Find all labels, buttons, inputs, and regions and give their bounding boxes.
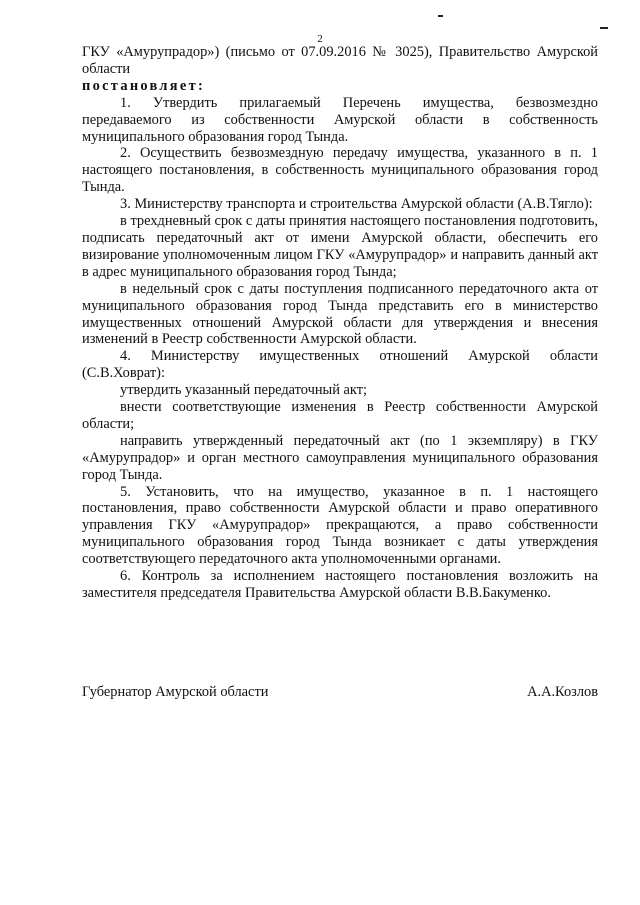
paragraph-5: 5. Установить, что на имущество, указанное в п. 1 настоящего постановления, право собственности Амурской области и право оперативного управления ГКУ «Амурупрадор» прекращаются, а право собственности муниципального образования город Тында возникает с даты утверждения соответствующего передаточного акта уполномоченными органами. xyxy=(82,483,598,568)
paragraph-4: 4. Министерству имущественных отношений Амурской области (С.В.Ховрат): xyxy=(82,348,598,382)
paragraph-3-item-2: в недельный срок с даты поступления подписанного передаточного акта от муниципального образования город Тында представить его в министерство имущественных отношений Амурской области для утверждения и внесения изменений в Реестр собственности Амурской области. xyxy=(82,280,598,348)
paragraph-4-item-1: утвердить указанный передаточный акт; xyxy=(120,382,367,399)
scan-mark-top-center xyxy=(438,15,443,17)
lead-in-text: ГКУ «Амурупрадор») (письмо от 07.09.2016 № 3025), Правительство Амурской области xyxy=(82,44,598,77)
signatory-title: Губернатор Амурской области xyxy=(82,684,269,700)
signatory-name: А.А.Козлов xyxy=(527,684,598,700)
paragraph-2: 2. Осуществить безвозмездную передачу имущества, указанного в п. 1 настоящего постановления, в собственность муниципального образования город Тында. xyxy=(82,145,598,196)
paragraph-1: 1. Утвердить прилагаемый Перечень имущества, безвозмездно передаваемого из собственности Амурской области в собственность муниципального образования город Тында. xyxy=(82,94,598,145)
page-number: 2 xyxy=(317,33,323,45)
paragraph-3-item-1: в трехдневный срок с даты принятия настоящего постановления подготовить, подписать передаточный акт от имени Амурской области, обеспечить его визирование уполномоченным лицом ГКУ «Амурупрадор» и направить данный акт в адрес муниципального образования город Тында; xyxy=(82,213,598,280)
paragraph-3: 3. Министерству транспорта и строительства Амурской области (А.В.Тягло): xyxy=(120,196,593,213)
document-body xyxy=(82,44,598,602)
scan-mark-top-right xyxy=(600,27,608,29)
decree-heading: постановляет: xyxy=(82,77,206,94)
paragraph-4-item-2: внести соответствующие изменения в Реестр собственности Амурской области; xyxy=(82,399,598,432)
paragraph-4-item-3: направить утвержденный передаточный акт (по 1 экземпляру) в ГКУ «Амурупрадор» и орган местного самоуправления муниципального образования город Тында. xyxy=(82,432,598,483)
paragraph-6: 6. Контроль за исполнением настоящего постановления возложить на заместителя председателя Правительства Амурской области В.В.Бакуменко. xyxy=(82,568,598,601)
